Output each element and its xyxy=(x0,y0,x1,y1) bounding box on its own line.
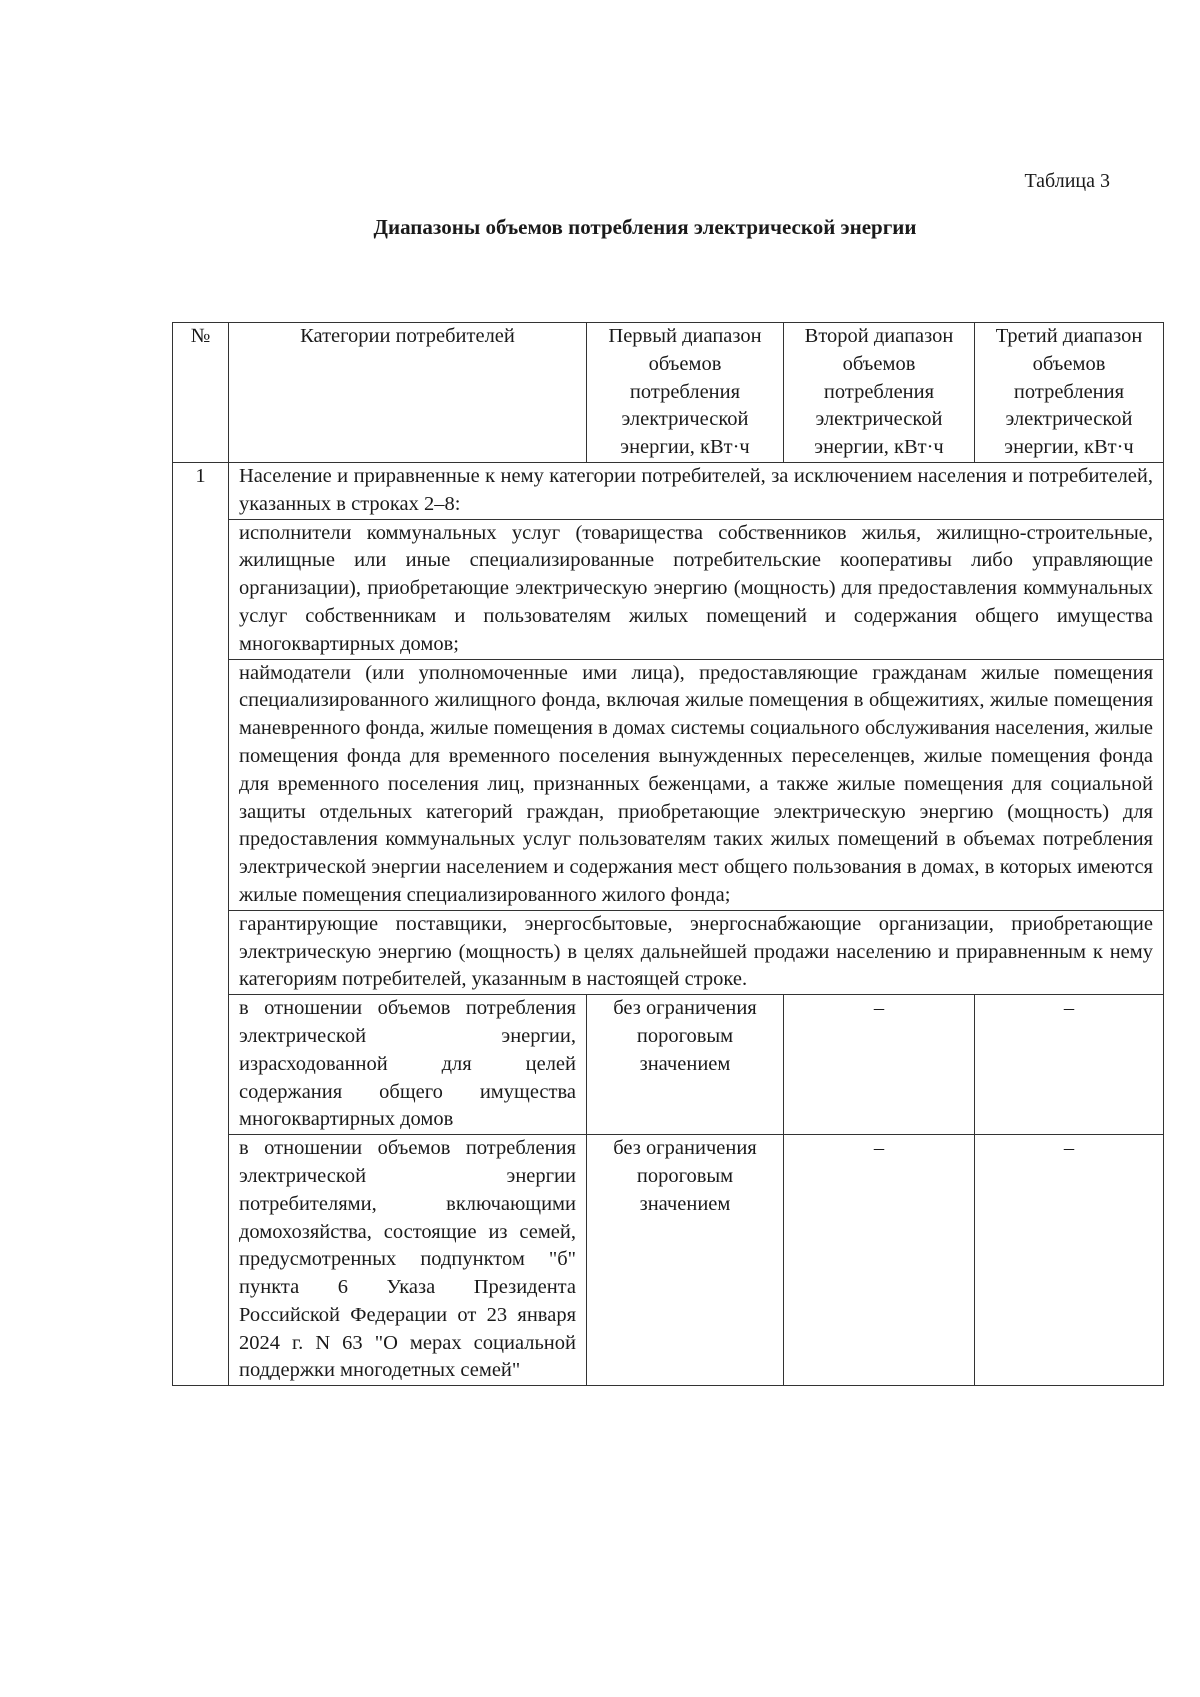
table-row xyxy=(173,995,1164,1135)
header-third-range: Третий диапазон объемов потребления электрической энергии, кВт·ч xyxy=(975,323,1164,463)
header-first-range: Первый диапазон объемов потребления электрической энергии, кВт·ч xyxy=(587,323,784,463)
category-item-suppliers: гарантирующие поставщики, энергосбытовые, энергоснабжающие организации, приобретающие электрическую энергию (мощность) в целях дальнейшей продажи населению и приравненным к нему категориям потребителей, указанным в настоящей строке. xyxy=(229,910,1164,994)
sub-row-common-property-third: – xyxy=(975,995,1164,1135)
row-intro-cell: Население и приравненные к нему категории потребителей, за исключением населения и потребителей, указанных в строках 2–8: xyxy=(229,462,1164,519)
sub-row-common-property-text: в отношении объемов потребления электрической энергии, израсходованной для целей содержания общего имущества многоквартирных домов xyxy=(229,995,587,1135)
consumption-ranges-table xyxy=(172,322,1164,1386)
table-row xyxy=(173,659,1164,910)
sub-row-large-families-second: – xyxy=(784,1135,975,1386)
header-num: № xyxy=(173,323,229,463)
table-row xyxy=(173,910,1164,994)
table-row xyxy=(173,1135,1164,1386)
table-row xyxy=(173,519,1164,659)
table-number-label: Таблица 3 xyxy=(1024,170,1110,192)
table-row xyxy=(173,462,1164,519)
sub-row-common-property-second: – xyxy=(784,995,975,1135)
row-number: 1 xyxy=(173,462,229,1385)
sub-row-large-families-first: без ограничения пороговым значением xyxy=(587,1135,784,1386)
category-item-landlords: наймодатели (или уполномоченные ими лица), предоставляющие гражданам жилые помещения специализированного жилищного фонда, включая жилые помещения в общежитиях, жилые помещения маневренного фонда, жилые помещения в домах системы социального обслуживания населения, жилые помещения фонда для временного поселения вынужденных переселенцев, жилые помещения фонда для временного поселения лиц, признанных беженцами, а также жилые помещения для социальной защиты отдельных категорий граждан, приобретающие электрическую энергию (мощность) для предоставления коммунальных услуг пользователям таких жилых помещений в объемах потребления электрической энергии населением и содержания мест общего пользования в домах, в которых имеются жилые помещения специализированного жилого фонда; xyxy=(229,659,1164,910)
sub-row-common-property-first: без ограничения пороговым значением xyxy=(587,995,784,1135)
table-header-row xyxy=(173,323,1164,463)
header-second-range: Второй диапазон объемов потребления электрической энергии, кВт·ч xyxy=(784,323,975,463)
category-item-utility-providers: исполнители коммунальных услуг (товарищества собственников жилья, жилищно-строительные, жилищные или иные специализированные потребительские кооперативы либо управляющие организации), приобретающие электрическую энергию (мощность) для предоставления коммунальных услуг собственникам и пользователям жилых помещений и содержания общего имущества многоквартирных домов; xyxy=(229,519,1164,659)
sub-row-large-families-text: в отношении объемов потребления электрической энергии потребителями, включающими домохозяйства, состоящие из семей, предусмотренных подпунктом "б" пункта 6 Указа Президента Российской Федерации от 23 января 2024 г. N 63 "О мерах социальной поддержки многодетных семей" xyxy=(229,1135,587,1386)
header-category: Категории потребителей xyxy=(229,323,587,463)
sub-row-large-families-third: – xyxy=(975,1135,1164,1386)
table-title: Диапазоны объемов потребления электрической энергии xyxy=(373,215,917,239)
